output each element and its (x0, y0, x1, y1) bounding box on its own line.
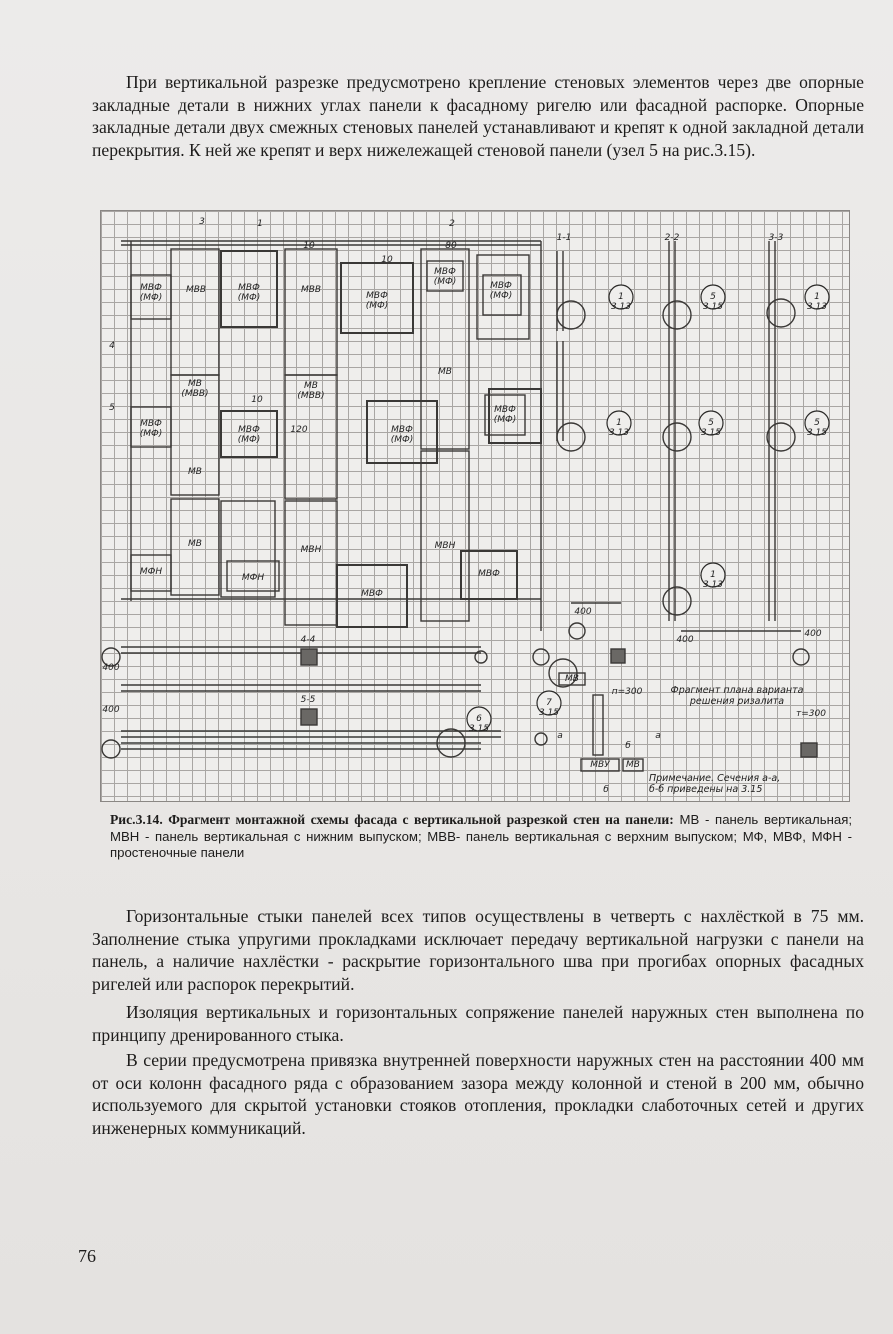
cut-mark: 3 (199, 217, 205, 227)
cut-mark: б (625, 741, 631, 751)
panel-label: МВФ (МФ) (237, 425, 261, 445)
panel-label: МВВ (185, 285, 207, 295)
fragment-note: Фрагмент плана варианта решения ризалита (670, 685, 804, 707)
panel-label: МВ (565, 674, 579, 684)
node-label: 1 3.13 (806, 292, 828, 312)
panel-label: МВФ (361, 589, 383, 599)
dimension-label: 10 (303, 241, 315, 251)
cut-mark: 1 (257, 219, 263, 229)
dimension-label: 400 (102, 663, 120, 673)
dimension-label: 400 (676, 635, 694, 645)
section-label: 1-1 (556, 233, 572, 243)
panel-label: МВУ (590, 760, 610, 770)
cut-mark: б (603, 785, 609, 795)
dimension-label: 400 (102, 705, 120, 715)
section-label: 5-5 (300, 695, 316, 705)
panel-label: МФН (139, 567, 163, 577)
node-label: 7 3.15 (538, 698, 560, 718)
panel-label: МВН (300, 545, 322, 555)
node-label: 5 3.15 (806, 418, 828, 438)
dimension-label: 120 (290, 425, 308, 435)
dimension-label: 400 (574, 607, 592, 617)
paragraph-2: Горизонтальные стыки панелей всех типов осуществлены в четверть с нахлёсткой в 75 мм. Заполнение стыка упругими прокладками исключает передачу вертикальной нагрузки с панели на панель, а наличие нахлёстки - раскрытие горизонтального шва при прогибах опорных фасадных ригелей или распорок перекрытий. (92, 906, 864, 994)
paragraph-4: В серии предусмотрена привязка внутренней поверхности наружных стен на расстоянии 400 мм от оси колонн фасадного ряда с образованием зазора между колонной и стеной в 200 мм, обычно используемого для скрытой установки стояков отопления, прокладки слаботочных сетей и других инженерных коммуникаций. (92, 1050, 864, 1138)
dimension-label: п=300 (611, 687, 643, 697)
node-label: 6 3.15 (468, 714, 490, 734)
panel-label: МВФ (МФ) (433, 267, 457, 287)
panel-label: МВФ (МФ) (237, 283, 261, 303)
panel-label: МВФ (МФ) (390, 425, 414, 445)
figure-caption (110, 812, 852, 862)
node-label: 1 3.13 (608, 418, 630, 438)
caption-title: Рис.3.14. Фрагмент монтажной схемы фасада с вертикальной разрезкой стен на панели: (110, 812, 674, 827)
cut-mark: 2 (449, 219, 455, 229)
dimension-label: 80 (445, 241, 457, 251)
node-label: 5 3.15 (700, 418, 722, 438)
paragraph-3: Изоляция вертикальных и горизонтальных сопряжение панелей наружных стен выполнена по принципу дренированного стыка. (92, 1002, 864, 1045)
caption-text: МВ - панель вертикальная; МВН - панель вертикальная с нижним выпуском; МВВ- панель вертикальная с верхним выпуском; МФ, МВФ, МФН - простеночные панели (110, 812, 853, 860)
panel-label: МВН (434, 541, 456, 551)
section-label: 4-4 (300, 635, 316, 645)
panel-label: МВ (438, 367, 452, 377)
panel-label: МВФ (МФ) (489, 281, 513, 301)
paragraph-1: При вертикальной разрезке предусмотрено крепление стеновых элементов через две опорные закладные детали в нижних углах панели к фасадному ригелю или фасадной распорке. Опорные закладные детали двух смежных стеновых панелей устанавливают и крепят к одной закладной детали перекрытия. К ней же крепят и верх нижележащей стеновой панели (узел 5 на рис.3.15). (92, 72, 864, 160)
panel-label: МВВ (300, 285, 322, 295)
panel-label: МВФ (МФ) (493, 405, 517, 425)
node-label: 5 3.15 (702, 292, 724, 312)
section-note: Примечание. Сечения а-а, б-б приведены на 3.15 (649, 773, 781, 795)
page-number: 76 (78, 1246, 96, 1266)
dimension-label: 10 (381, 255, 393, 265)
panel-label: МВ (МВВ) (181, 379, 209, 399)
panel-label: МВ (188, 467, 202, 477)
node-label: 1 3.13 (702, 570, 724, 590)
node-label: 1 3.13 (610, 292, 632, 312)
section-label: 2-2 (664, 233, 680, 243)
panel-label: МВФ (МФ) (139, 283, 163, 303)
diagram-drawing (101, 211, 849, 801)
panel-label: МВФ (478, 569, 500, 579)
cut-mark: а (655, 731, 661, 741)
dimension-label: 10 (251, 395, 263, 405)
panel-label: МВ (МВВ) (297, 381, 325, 401)
dimension-label: 400 (804, 629, 822, 639)
panel-label: МВ (626, 760, 640, 770)
cut-mark: 5 (109, 403, 115, 413)
panel-label: МФН (241, 573, 265, 583)
panel-label: МВФ (МФ) (139, 419, 163, 439)
panel-label: МВФ (МФ) (365, 291, 389, 311)
dimension-label: т=300 (796, 709, 826, 719)
facade-assembly-diagram (100, 210, 850, 802)
cut-mark: 4 (109, 341, 115, 351)
panel-label: МВ (188, 539, 202, 549)
section-label: 3-3 (768, 233, 784, 243)
cut-mark: а (557, 731, 563, 741)
